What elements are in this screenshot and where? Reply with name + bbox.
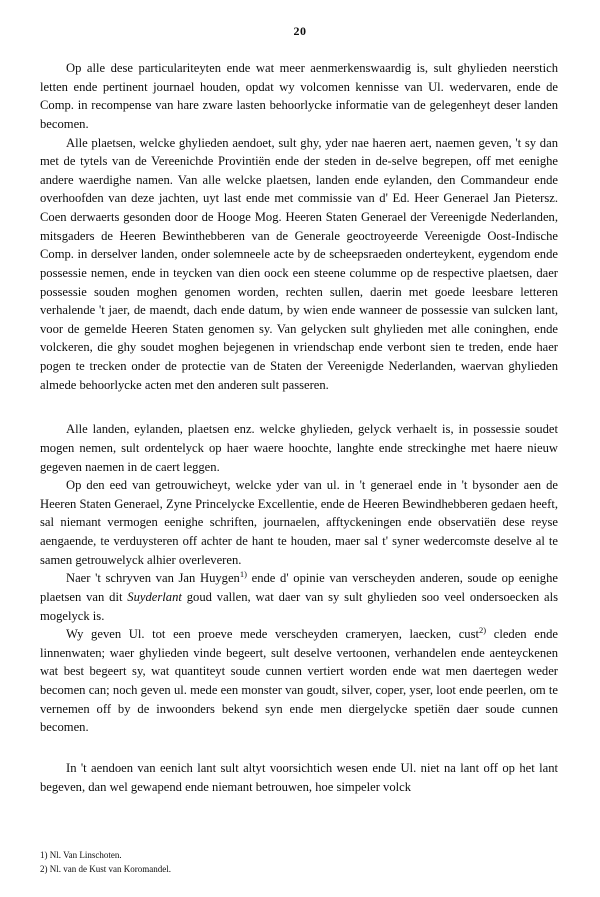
paragraph-text-tail: goud vallen, wat daer van sy sult ghylieden soo veel ondersoecken als mogelyck is. [40, 589, 558, 623]
paragraph: Alle landen, eylanden, plaetsen enz. welcke ghylieden, gelyck verhaelt is, in possessie soudet mogen nemen, sult ordentelyck op haer waere hoochte, langhte ende streckinghe met haere nieuw gegeven naemen in de caert leggen. [40, 422, 558, 474]
paragraph-block-three [40, 759, 558, 796]
footnote-reference-one: 1) [239, 569, 247, 580]
section-gap [40, 394, 558, 420]
paragraph-with-italic [40, 569, 558, 625]
document-body [0, 59, 600, 796]
paragraph-text-mid: ende d' opinie van verscheyden anderen, soude op eenighe plaetsen van dit [40, 571, 558, 604]
paragraph: Op den eed van getrouwicheyt, welcke yder van ul. in 't generael ende in 't bysonder aen de Heeren Staten Generael, Zyne Princelycke Excellentie, ende de Heeren Bewindhebberen gedaen heeft, sal niemant vermogen eenighe schriften, journaelen, afftyckeningen ende observatiën dese reyse aengaende, te verduysteren off achter de hant te houden, maer sal t' syner wedercomste deselve al te samen getrouwelyck alhier overleveren. [40, 478, 558, 567]
footnote-reference-two: 2) [479, 624, 487, 635]
paragraph-text-tail-2: cleden ende linnenwaten; waer ghylieden vinde begeert, sult deselve vertoonen, verhandelen ende aenteyckenen wat best begeert sy, wat quantiteyt soude cunnen vertiert worden ende wat men daertegen weder becomen can; noch geven ul. mede een monster van goudt, silver, coper, yser, loot ende peerlen, om te vernemen off by de inwoonders bekend syn ende men diergelycke spetiën daer soude cunnen becomen. [40, 627, 558, 735]
footnotes-area [40, 849, 560, 877]
paragraph-text-lead: Naer 't schryven van Jan Huygen [66, 571, 240, 586]
footnote-item: 1) Nl. Van Linschoten. [40, 850, 122, 861]
paragraph-text-lead-2: Wy geven Ul. tot een proeve mede verscheyden crameryen, laecken, cust [66, 627, 479, 642]
paragraph-with-footnote [40, 625, 558, 737]
paragraph: In 't aendoen van eenich lant sult altyt voorsichtich wesen ende Ul. niet na lant off op het lant begeven, dan wel gewapend ende niemant betrouwen, hoe simpeler volck [40, 760, 558, 794]
paragraph: Op alle dese particulariteyten ende wat meer aenmerkenswaardig is, sult ghylieden neerstich letten ende pertinent journael houden, opdat wy volcomen kennisse van Ul. wedervaren, ende de Comp. in recompense van hare zware lasten behoorlycke informatie van de gelegenheyt deser landen becomen. [40, 61, 558, 131]
place-name-italic: Suyderlant [127, 589, 182, 604]
paragraph-block-one [40, 59, 558, 394]
paragraph: Alle plaetsen, welcke ghylieden aendoet, sult ghy, yder nae haeren aert, naemen geven, 't sy dan met de tytels van de Vereenichde Provintiën ende der steden in de-selve begrepen, off met eenighe andere waerdighe namen. Van alle welcke plaetsen, landen ende eylanden, den Commandeur ende overhoofden van deze jachten, uyt last ende met commissie van d' Ed. Heer Generael Jan Pietersz. Coen derwaerts gesonden door de Hooge Mog. Heeren Staten Generael der Vereenigde Nederlanden, mitsgaders de Heeren Bewinthebberen van de Generale geoctroyeerde Vereenigde Oost-Indische Comp. in derselver landen, onder solemneele acte by de scheepsraeden onderteykent, eygendom ende possessie nemen, ende in teycken van dien oock een steene columme op de respective plaetsen, daer possessie souden moghen genomen worden, rechten sullen, daerin met goede leesbare letteren verhalende 't jaer, de maendt, dach ende datum, by wien ende wanneer de possessie van sulcken lant, voor de gemelde Heeren Staten genomen sy. Van gelycken sult ghylieden met alle coninghen, ende volckeren, die ghy soudet moghen bejegenen in vriendschap ende verbont sien te treden, ende haer pogen te trecken onder de protectie van de Staten der Vereenigde Nederlanden, waervan ghylieden almede behoorlycke acten met den anderen sult passeren. [40, 135, 558, 392]
section-gap-2 [40, 737, 558, 759]
page-number: 20 [293, 24, 307, 38]
footnote-item: 2) Nl. van de Kust van Koromandel. [40, 864, 171, 875]
paragraph-block-two [40, 420, 558, 737]
